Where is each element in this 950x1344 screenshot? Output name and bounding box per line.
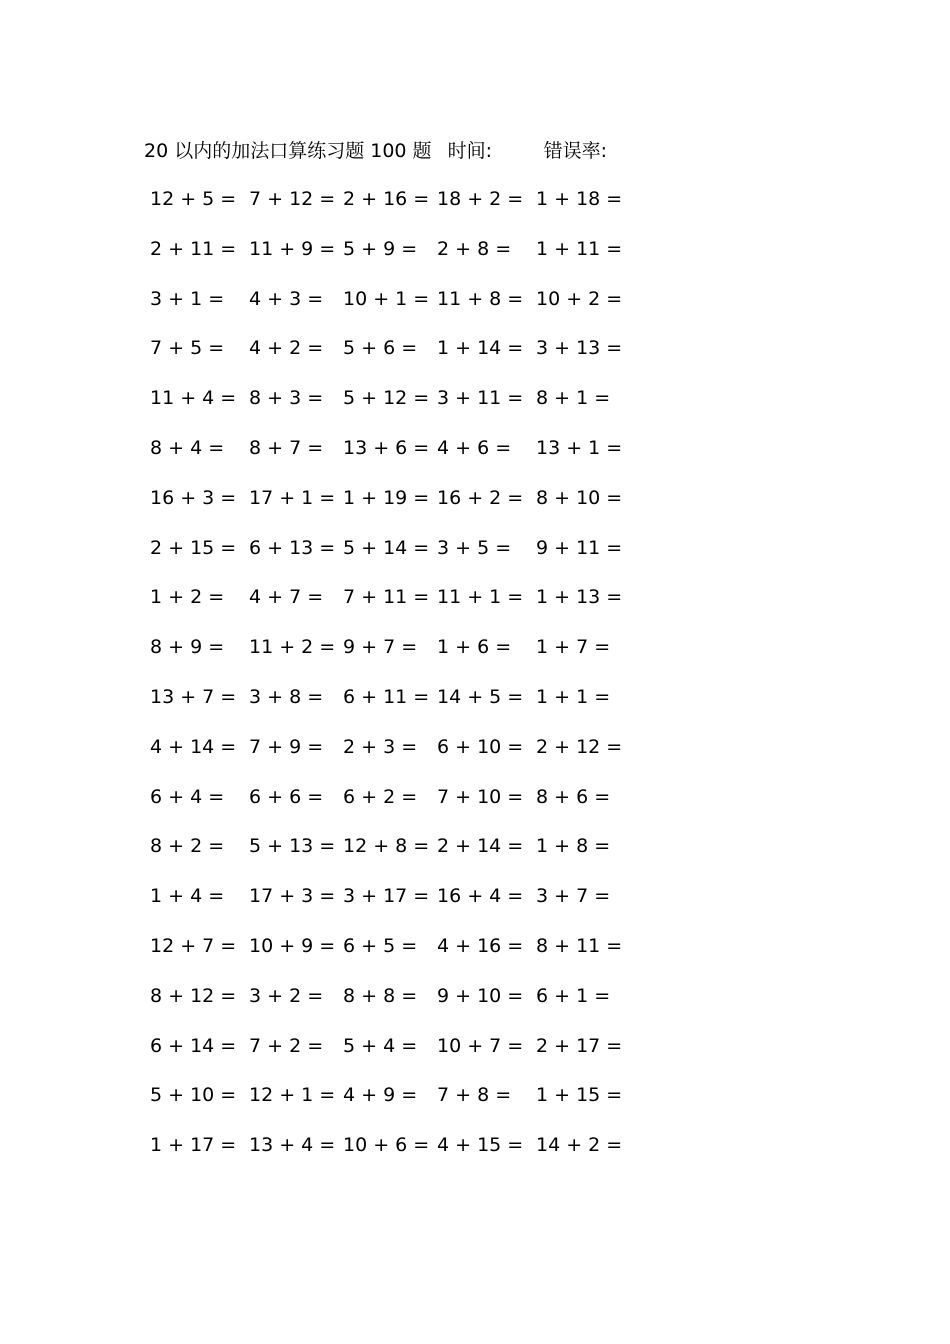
problem-row (0, 284, 950, 314)
problem-item: 7 + 5 = (150, 337, 225, 360)
problem-item: 10 + 2 = (536, 287, 623, 310)
problem-item: 10 + 1 = (343, 287, 430, 310)
problem-item: 12 + 5 = (150, 188, 237, 210)
problem-item: 3 + 2 = (249, 984, 324, 1007)
problem-item: 12 + 8 = (343, 835, 430, 858)
problem-row (0, 981, 950, 1011)
problem-item: 10 + 7 = (437, 1034, 524, 1057)
problem-row (0, 881, 950, 911)
problem-item: 5 + 13 = (249, 835, 336, 858)
problem-item: 1 + 2 = (150, 586, 225, 609)
problem-item: 1 + 6 = (437, 636, 512, 659)
problem-item: 1 + 15 = (536, 1084, 623, 1107)
problem-item: 8 + 10 = (536, 486, 623, 509)
problem-item: 11 + 9 = (249, 237, 336, 260)
problem-row (0, 533, 950, 563)
problem-item: 1 + 17 = (150, 1134, 237, 1157)
problem-item: 10 + 6 = (343, 1134, 430, 1157)
problem-item: 4 + 7 = (249, 586, 324, 609)
problem-item: 3 + 13 = (536, 337, 623, 360)
problem-row (0, 632, 950, 662)
problem-item: 7 + 2 = (249, 1034, 324, 1057)
problem-item: 8 + 2 = (150, 835, 225, 858)
problem-item: 13 + 1 = (536, 437, 623, 459)
problem-item: 5 + 14 = (343, 536, 430, 559)
problem-item: 5 + 6 = (343, 337, 418, 360)
problem-item: 7 + 10 = (437, 785, 524, 808)
problem-item: 13 + 6 = (343, 437, 430, 459)
problem-item: 8 + 4 = (150, 437, 225, 459)
problem-item: 4 + 16 = (437, 935, 524, 957)
problem-item: 3 + 5 = (437, 536, 512, 559)
problem-item: 14 + 5 = (437, 686, 524, 708)
problem-item: 8 + 3 = (249, 387, 324, 410)
problem-item: 3 + 11 = (437, 387, 524, 410)
problem-item: 16 + 2 = (437, 486, 524, 509)
problem-item: 7 + 11 = (343, 586, 430, 609)
problem-item: 2 + 17 = (536, 1034, 623, 1057)
problem-row (0, 831, 950, 861)
problem-item: 5 + 12 = (343, 387, 430, 410)
problem-item: 3 + 1 = (150, 287, 225, 310)
problem-item: 11 + 4 = (150, 387, 237, 410)
problem-item: 13 + 7 = (150, 686, 237, 708)
problem-row (0, 782, 950, 812)
problem-item: 11 + 1 = (437, 586, 524, 609)
problem-item: 1 + 13 = (536, 586, 623, 609)
problem-row (0, 184, 950, 214)
worksheet-title: 20 以内的加法口算练习题 100 题 (144, 140, 432, 162)
problem-item: 8 + 1 = (536, 387, 611, 410)
problem-item: 6 + 14 = (150, 1034, 237, 1057)
problem-item: 16 + 3 = (150, 486, 237, 509)
problem-item: 17 + 1 = (249, 486, 336, 509)
problem-item: 12 + 7 = (150, 935, 237, 957)
problem-item: 14 + 2 = (536, 1134, 623, 1157)
problem-item: 6 + 4 = (150, 785, 225, 808)
problem-item: 8 + 11 = (536, 935, 623, 957)
problem-item: 6 + 10 = (437, 735, 524, 758)
problem-item: 6 + 2 = (343, 785, 418, 808)
problem-item: 9 + 10 = (437, 984, 524, 1007)
problem-row (0, 234, 950, 264)
problem-item: 1 + 11 = (536, 237, 623, 260)
worksheet-header (144, 136, 607, 166)
problem-row (0, 682, 950, 712)
problem-item: 12 + 1 = (249, 1084, 336, 1107)
problem-row (0, 732, 950, 762)
problem-row (0, 1130, 950, 1160)
time-label: 时间: (447, 140, 493, 162)
problem-item: 11 + 2 = (249, 636, 336, 659)
problem-item: 8 + 7 = (249, 437, 324, 459)
problem-item: 2 + 15 = (150, 536, 237, 559)
problem-item: 3 + 7 = (536, 885, 611, 908)
problem-row (0, 931, 950, 961)
problem-row (0, 483, 950, 513)
problem-item: 11 + 8 = (437, 287, 524, 310)
problem-item: 7 + 12 = (249, 188, 336, 210)
problem-row (0, 383, 950, 413)
problem-item: 6 + 1 = (536, 984, 611, 1007)
problem-item: 5 + 4 = (343, 1034, 418, 1057)
problem-item: 1 + 14 = (437, 337, 524, 360)
problem-item: 7 + 9 = (249, 735, 324, 758)
problem-item: 2 + 11 = (150, 237, 237, 260)
problem-item: 16 + 4 = (437, 885, 524, 908)
problem-row (0, 1031, 950, 1061)
problem-item: 1 + 7 = (536, 636, 611, 659)
problem-item: 2 + 12 = (536, 735, 623, 758)
problem-item: 1 + 18 = (536, 188, 623, 210)
problem-item: 9 + 7 = (343, 636, 418, 659)
problem-item: 8 + 8 = (343, 984, 418, 1007)
problem-item: 5 + 10 = (150, 1084, 237, 1107)
problem-item: 5 + 9 = (343, 237, 418, 260)
problem-item: 6 + 11 = (343, 686, 430, 708)
problem-row (0, 1080, 950, 1110)
problem-item: 18 + 2 = (437, 188, 524, 210)
problem-item: 2 + 16 = (343, 188, 430, 210)
problem-item: 7 + 8 = (437, 1084, 512, 1107)
problem-item: 17 + 3 = (249, 885, 336, 908)
problem-item: 8 + 6 = (536, 785, 611, 808)
problem-item: 3 + 8 = (249, 686, 324, 708)
problem-item: 10 + 9 = (249, 935, 336, 957)
problem-item: 4 + 14 = (150, 735, 237, 758)
problem-item: 8 + 9 = (150, 636, 225, 659)
error-rate-label: 错误率: (543, 140, 608, 162)
problem-row (0, 333, 950, 363)
problem-item: 6 + 6 = (249, 785, 324, 808)
problem-item: 4 + 2 = (249, 337, 324, 360)
problem-item: 1 + 19 = (343, 486, 430, 509)
problem-item: 8 + 12 = (150, 984, 237, 1007)
problem-item: 1 + 1 = (536, 686, 611, 708)
problem-row (0, 582, 950, 612)
problem-item: 4 + 15 = (437, 1134, 524, 1157)
problem-item: 3 + 17 = (343, 885, 430, 908)
problem-item: 4 + 6 = (437, 437, 512, 459)
problem-item: 4 + 9 = (343, 1084, 418, 1107)
problem-item: 1 + 4 = (150, 885, 225, 908)
problem-item: 2 + 14 = (437, 835, 524, 858)
problem-item: 13 + 4 = (249, 1134, 336, 1157)
problem-item: 2 + 3 = (343, 735, 418, 758)
problem-item: 2 + 8 = (437, 237, 512, 260)
problem-item: 6 + 5 = (343, 935, 418, 957)
problem-item: 1 + 8 = (536, 835, 611, 858)
problem-row (0, 433, 950, 463)
problem-item: 4 + 3 = (249, 287, 324, 310)
problem-item: 6 + 13 = (249, 536, 336, 559)
problem-item: 9 + 11 = (536, 536, 623, 559)
